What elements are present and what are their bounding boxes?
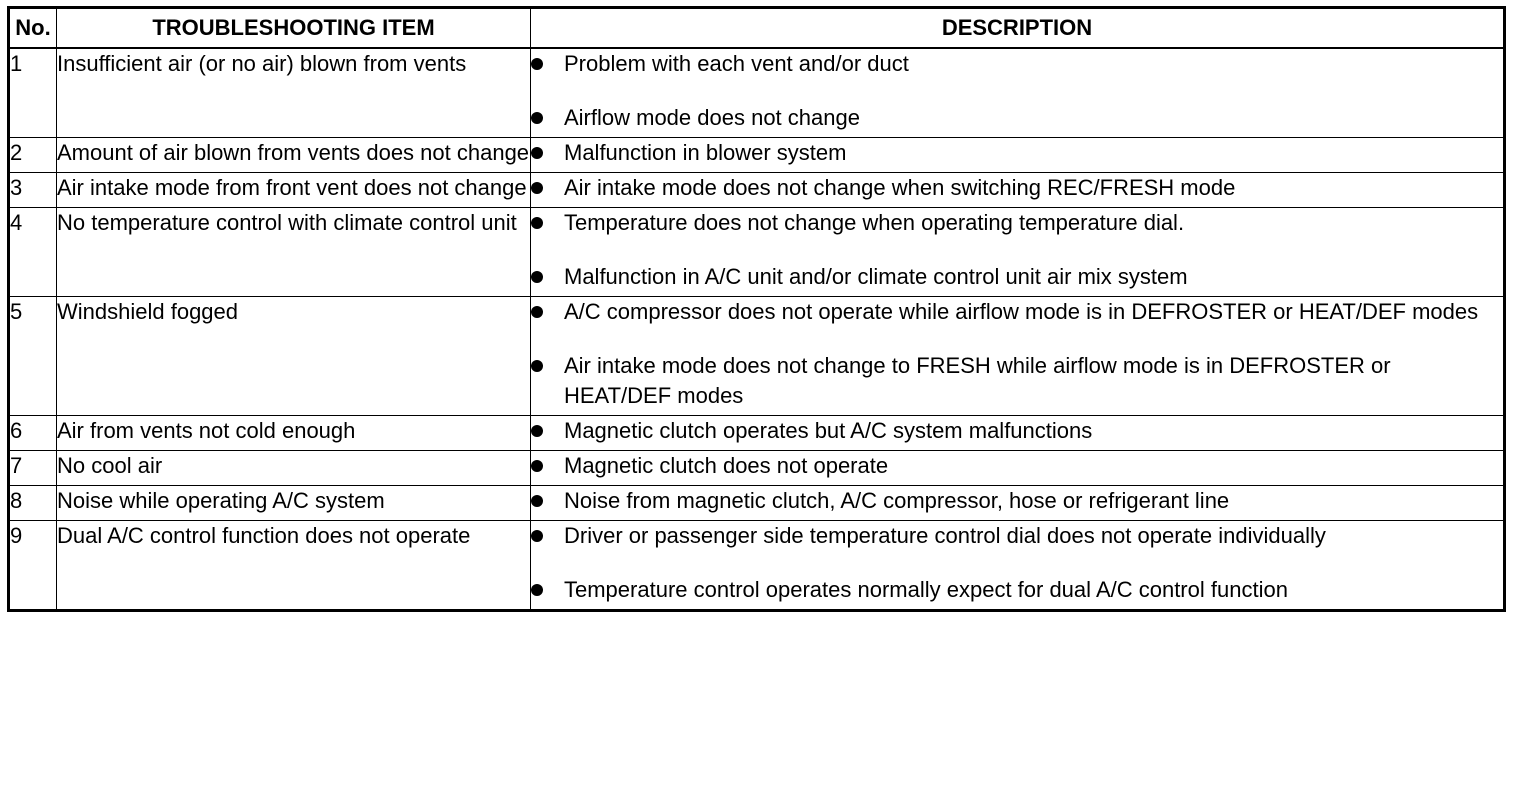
- bullet-dot-icon: [531, 425, 543, 437]
- bullet-dot-icon: [531, 360, 543, 372]
- description-text: Magnetic clutch operates but A/C system malfunctions: [564, 418, 1093, 443]
- row-number: 2: [9, 138, 57, 173]
- troubleshooting-table: [7, 6, 1506, 612]
- description-cell: [531, 208, 1505, 297]
- bullet-dot-icon: [531, 182, 543, 194]
- row-number: 8: [9, 486, 57, 521]
- bullet-dot-icon: [531, 147, 543, 159]
- description-cell: [531, 521, 1505, 611]
- description-cell: [531, 138, 1505, 173]
- description-cell: [531, 48, 1505, 138]
- header-no: No.: [9, 8, 57, 49]
- description-text: Magnetic clutch does not operate: [564, 453, 889, 478]
- description-bullet: [531, 208, 1503, 238]
- troubleshooting-item: No temperature control with climate control unit: [57, 208, 531, 297]
- troubleshooting-item: Dual A/C control function does not operate: [57, 521, 531, 611]
- bullet-dot-icon: [531, 112, 543, 124]
- row-number: 1: [9, 48, 57, 138]
- description-text: Air intake mode does not change when switching REC/FRESH mode: [564, 175, 1236, 200]
- description-bullet: [531, 173, 1503, 203]
- description-text: Airflow mode does not change: [564, 105, 860, 130]
- table-row: [9, 521, 1505, 611]
- header-description: DESCRIPTION: [531, 8, 1505, 49]
- description-text: A/C compressor does not operate while airflow mode is in DEFROSTER or HEAT/DEF modes: [564, 299, 1479, 324]
- bullet-dot-icon: [531, 58, 543, 70]
- table-row: [9, 138, 1505, 173]
- table-row: [9, 208, 1505, 297]
- description-text: Temperature does not change when operating temperature dial.: [564, 210, 1185, 235]
- description-text: Malfunction in A/C unit and/or climate control unit air mix system: [564, 264, 1188, 289]
- description-bullet: [531, 138, 1503, 168]
- row-number: 9: [9, 521, 57, 611]
- row-number: 3: [9, 173, 57, 208]
- description-text: Temperature control operates normally expect for dual A/C control function: [564, 577, 1288, 602]
- header-troubleshooting-item: TROUBLESHOOTING ITEM: [57, 8, 531, 49]
- description-bullet: [531, 351, 1503, 411]
- table-row: [9, 451, 1505, 486]
- troubleshooting-item: Air intake mode from front vent does not change: [57, 173, 531, 208]
- description-bullet: [531, 521, 1503, 551]
- troubleshooting-item: Windshield fogged: [57, 297, 531, 416]
- bullet-dot-icon: [531, 495, 543, 507]
- troubleshooting-item: Noise while operating A/C system: [57, 486, 531, 521]
- description-text: Malfunction in blower system: [564, 140, 847, 165]
- bullet-dot-icon: [531, 584, 543, 596]
- description-bullet: [531, 575, 1503, 605]
- description-bullet: [531, 297, 1503, 327]
- bullet-dot-icon: [531, 271, 543, 283]
- table-row: [9, 297, 1505, 416]
- row-number: 6: [9, 416, 57, 451]
- description-text: Driver or passenger side temperature control dial does not operate individually: [564, 523, 1326, 548]
- table-row: [9, 173, 1505, 208]
- row-number: 4: [9, 208, 57, 297]
- description-cell: [531, 173, 1505, 208]
- header-row: [9, 8, 1505, 49]
- description-cell: [531, 297, 1505, 416]
- description-cell: [531, 451, 1505, 486]
- table-row: [9, 486, 1505, 521]
- description-text: Problem with each vent and/or duct: [564, 51, 909, 76]
- troubleshooting-item: Air from vents not cold enough: [57, 416, 531, 451]
- bullet-dot-icon: [531, 530, 543, 542]
- description-bullet: [531, 103, 1503, 133]
- description-bullet: [531, 451, 1503, 481]
- description-bullet: [531, 49, 1503, 79]
- description-cell: [531, 416, 1505, 451]
- description-bullet: [531, 262, 1503, 292]
- bullet-dot-icon: [531, 217, 543, 229]
- troubleshooting-item: Insufficient air (or no air) blown from vents: [57, 48, 531, 138]
- troubleshooting-item: No cool air: [57, 451, 531, 486]
- description-cell: [531, 486, 1505, 521]
- troubleshooting-item: Amount of air blown from vents does not change: [57, 138, 531, 173]
- bullet-dot-icon: [531, 460, 543, 472]
- description-text: Noise from magnetic clutch, A/C compressor, hose or refrigerant line: [564, 488, 1230, 513]
- table-row: [9, 416, 1505, 451]
- description-text: Air intake mode does not change to FRESH while airflow mode is in DEFROSTER or HEAT/DEF modes: [564, 353, 1391, 408]
- description-bullet: [531, 486, 1503, 516]
- row-number: 7: [9, 451, 57, 486]
- bullet-dot-icon: [531, 306, 543, 318]
- table-body: [9, 48, 1505, 611]
- row-number: 5: [9, 297, 57, 416]
- description-bullet: [531, 416, 1503, 446]
- table-row: [9, 48, 1505, 138]
